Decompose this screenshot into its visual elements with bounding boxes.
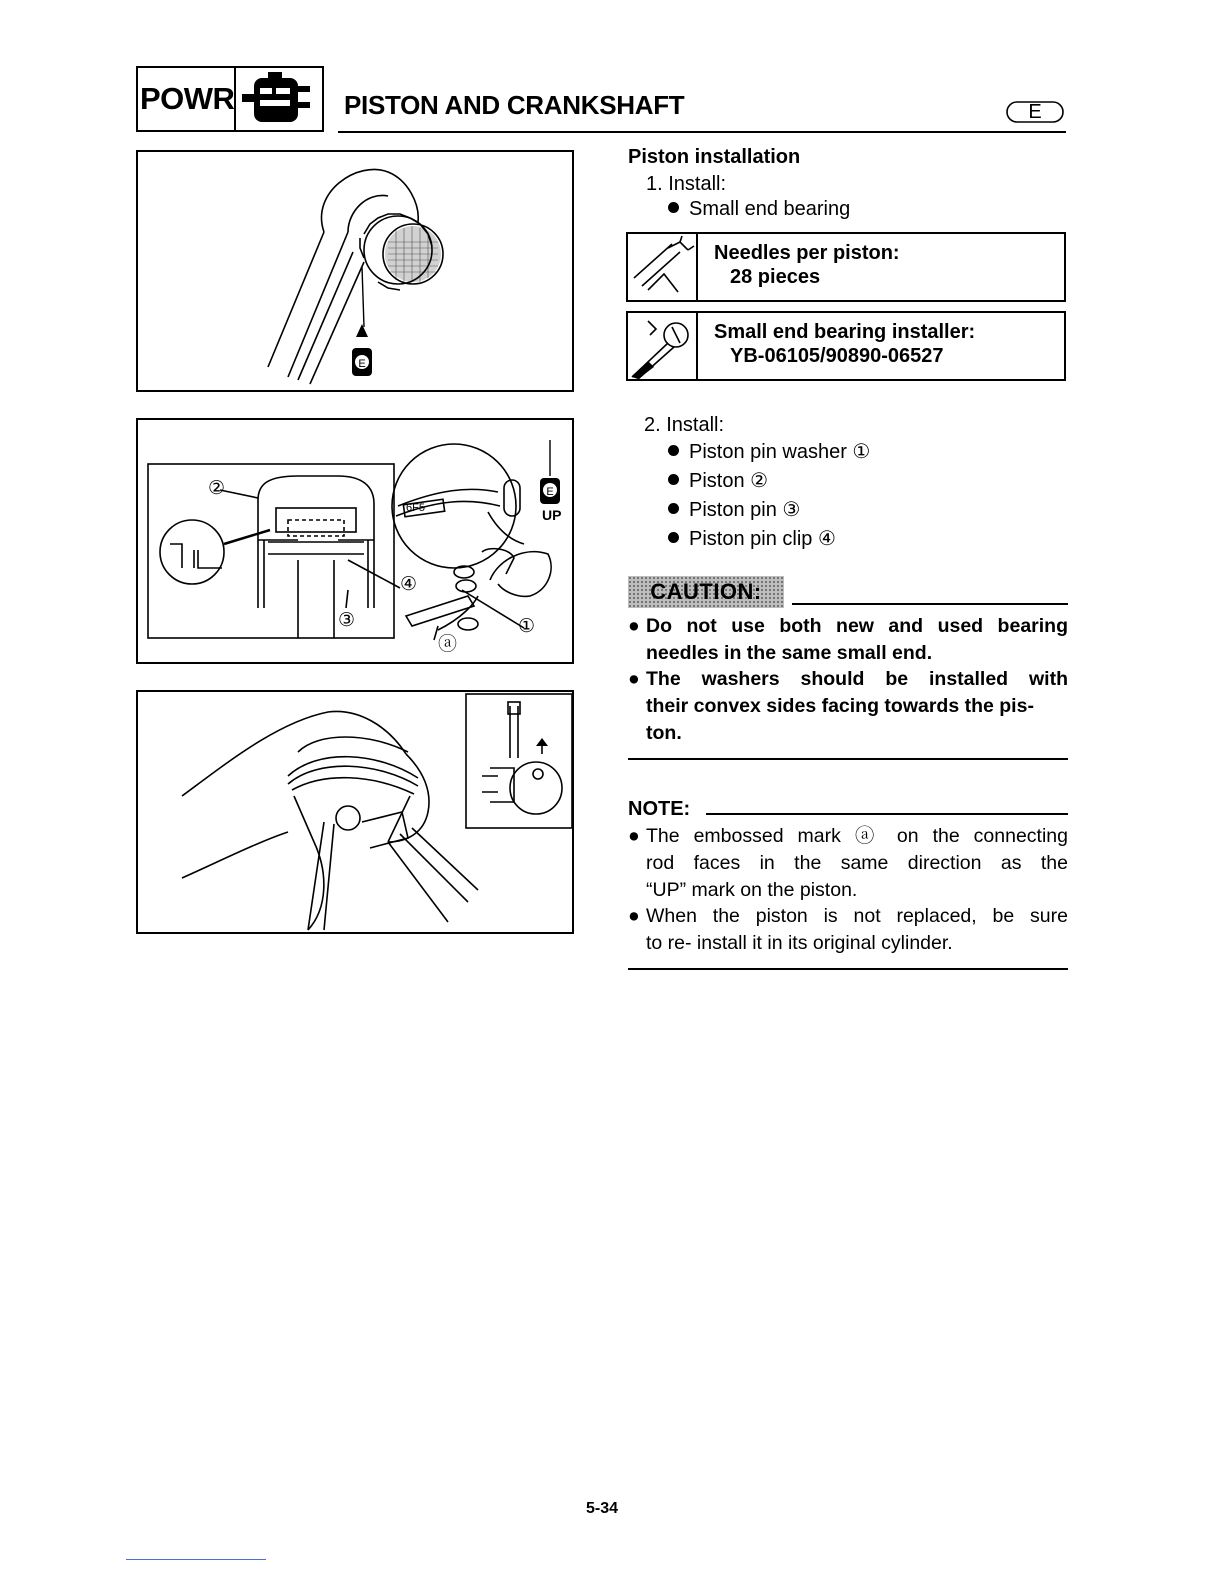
caution-item-line: their convex sides facing towards the pis- [646,695,1034,717]
caution-item-line: The washers should be installed with [646,668,1068,690]
caution-item: ● The washers should be installed with their convex sides facing towards the pis- ton. [628,668,1068,744]
step-2-item [668,526,836,551]
note-item: ● When the piston is not replaced, be sure to re- install it in its original cylinder. [628,905,1068,954]
step-2-label: 2. Install: [644,414,725,436]
note-item-line: rod faces in the same direction as the [646,852,1068,874]
page-number: 5-34 [586,1500,619,1517]
note-rule-bottom [628,968,1068,970]
caution-item-line: needles in the same small end. [646,642,933,664]
caution-label: CAUTION: [650,579,762,604]
spec-tool-label: Small end bearing installer: [714,321,976,343]
caution-item: ● Do not use both new and used bearing needles in the same small end. [628,615,1068,664]
section-heading: Piston installation [628,146,801,168]
note-item-line: to re- install it in its original cylinder. [646,932,953,954]
bullet-icon [668,503,679,514]
figure-small-end-bearing [136,150,574,392]
engine-icon [238,68,322,130]
callout-piston-pin-washer: ① [518,616,536,637]
caliper-icon [628,234,698,300]
piston-assembly-illustration [138,420,572,662]
figure-clip-installation [136,690,574,934]
step-1-item-text: Small end bearing [689,198,851,220]
spec-tool-value: YB-06105/90890-06527 [730,345,944,367]
step-1-label: 1. Install: [646,173,727,195]
up-mark-label: UP [542,507,562,523]
caution-item-line: ton. [646,722,682,744]
spec-needles-label: Needles per piston: [714,242,900,264]
bullet-icon [668,474,679,485]
note-item-line: The embossed mark ⓐ on the connecting [646,825,1068,847]
callout-piston-pin-clip: ④ [400,574,418,595]
step-2-item [668,497,800,522]
step-2-item-text: Piston pin washer ① [689,441,871,463]
note-rule-top [706,813,1068,815]
note-label: NOTE: [628,798,691,820]
embossed-stamp-label: 6F5 [406,502,425,514]
hand-installation-illustration [138,692,572,932]
page-title: PISTON AND CRANKSHAFT [344,90,685,120]
step-2-item-text: Piston ② [689,470,769,492]
caution-item-line: Do not use both new and used bearing [646,615,1068,637]
bullet-icon [668,445,679,456]
step-2-item [668,468,768,493]
callout-piston: ② [208,478,226,499]
section-code: POWR [136,66,236,132]
spec-box-tool [626,311,1066,381]
special-tool-icon [628,313,698,379]
step-1-item [668,198,850,221]
bullet-icon [668,532,679,543]
note-item-line: When the piston is not replaced, be sure [646,905,1068,927]
spec-box-needles [626,232,1066,302]
figure-piston-assembly [136,418,574,664]
callout-embossed-mark: ⓐ [438,634,458,655]
oil-mark-label: E [546,486,554,498]
note-item: ● The embossed mark ⓐ on the connecting rod faces in the same direction as the “UP” mark on the piston. [628,825,1068,901]
caution-rule-top [792,603,1068,605]
footer-line [126,1559,266,1560]
step-2-item-text: Piston pin ③ [689,499,801,521]
spec-needles-value: 28 pieces [730,266,821,288]
caution-rule-bottom [628,758,1068,760]
step-2-item-text: Piston pin clip ④ [689,528,836,550]
header-rule [338,131,1066,133]
language-badge-letter: E [1028,101,1042,123]
note-item-line: “UP” mark on the piston. [646,879,858,901]
callout-piston-pin: ③ [338,610,356,631]
oil-mark-label: E [358,358,366,370]
bullet-icon [668,202,679,213]
step-2-item [668,439,870,464]
connecting-rod-illustration [138,152,572,390]
